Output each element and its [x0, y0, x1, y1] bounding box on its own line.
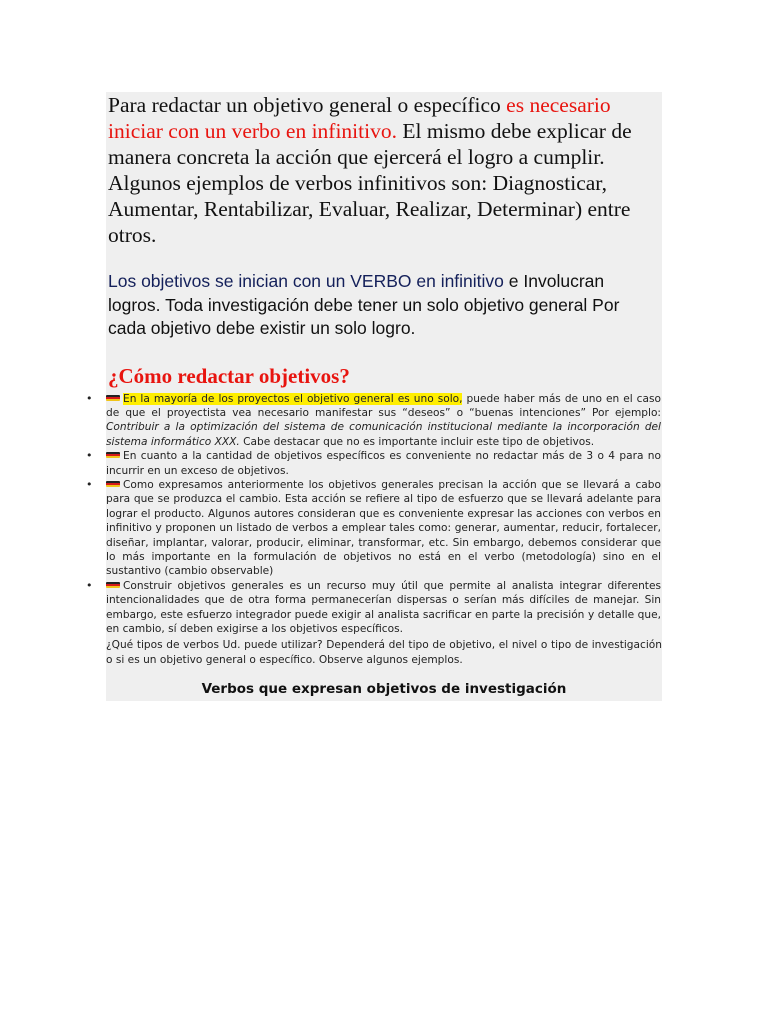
bullet-text: Como expresamos anteriormente los objetivos generales precisan la acción que se llevará a cabo para que se produzca el cambio. Esta acción se refiere al tipo de esfuerzo que se llevará adelante para lograr el producto. Algunos autores consideran que es conveniente expresar las acciones con verbos en infinitivo y proponen un listado de verbos a emplear tales como: generar, aumentar, reducir, fortalecer, diseñar, implantar, valorar, producir, eliminar, transformar, etc. Sin embargo, debemos considerar que lo más importante en la formulación de objetivos no está en el verbo (metodología) sino en el sustantivo (cambio observable): [106, 478, 661, 578]
intro-paragraph: [106, 92, 662, 248]
list-item: [86, 578, 662, 637]
list-item: [86, 449, 662, 478]
example-italic-text: Contribuir a la optimización del sistema de comunicación institucional mediante la incorporación del sistema informático XXX.: [106, 421, 661, 448]
question-paragraph: ¿Qué tipos de verbos Ud. puede utilizar? Dependerá del tipo de objetivo, el nivel o tipo de investigación o si es un objetivo general o específico. Observe algunos ejemplos.: [106, 639, 662, 666]
intro-text-2: El mismo debe explicar de manera concreta la acción que ejercerá el logro a cumplir. Algunos ejemplos de verbos infinitivos son: Diagnosticar, Aumentar, Rentabilizar, Evaluar, Realizar, Determinar) entre otros.: [108, 119, 632, 247]
bullet-tail-text: Cabe destacar que no es importante incluir este tipo de objetivos.: [239, 435, 595, 448]
list-item: [86, 391, 662, 450]
objectives-paragraph: [106, 270, 662, 341]
section-heading: ¿Cómo redactar objetivos?: [108, 363, 350, 388]
document-page: [86, 92, 662, 701]
bullet-dot: •: [86, 391, 93, 405]
bullet-text: Construir objetivos generales es un recurso muy útil que permite al analista integrar diferentes intencionalidades que de otra forma permanecerían dispersas o serían más difíciles de manejar. Sin embargo, este esfuerzo integrador puede exigir al analista sacrificar en parte la precisión y detalle que, en cambio, sí deben exigirse a los objetivos específicos.: [106, 579, 661, 635]
table-heading: Verbos que expresan objetivos de investigación: [201, 681, 567, 698]
flag-icon: [106, 395, 120, 401]
objectives-rest-text: e Involucran logros. Toda investigación debe tener un solo objetivo general Por cada objetivo debe existir un solo logro.: [108, 271, 620, 338]
flag-icon: [106, 582, 120, 588]
bullet-dot: •: [86, 578, 93, 592]
list-item: [86, 477, 662, 579]
flag-icon: [106, 481, 120, 487]
objectives-navy-text: Los objetivos se inician con un VERBO en infinitivo: [108, 271, 504, 291]
bullet-dot: •: [86, 477, 93, 491]
flag-icon: [106, 452, 120, 458]
bullet-text: puede haber más de uno en el caso de que el proyectista vea necesario manifestar sus “deseos” o “buenas intenciones” Por ejemplo:: [106, 392, 661, 419]
intro-text-1: Para redactar un objetivo general o específico: [108, 93, 507, 117]
intro-red-text: es necesario iniciar con un verbo en infinitivo.: [108, 93, 611, 143]
bullet-text: En cuanto a la cantidad de objetivos específicos es conveniente no redactar más de 3 o 4 para no incurrir en un exceso de objetivos.: [106, 450, 661, 477]
bullet-dot: •: [86, 449, 93, 463]
bullet-list: [86, 391, 662, 637]
highlighted-text: En la mayoría de los proyectos el objetivo general es uno solo,: [123, 392, 463, 405]
